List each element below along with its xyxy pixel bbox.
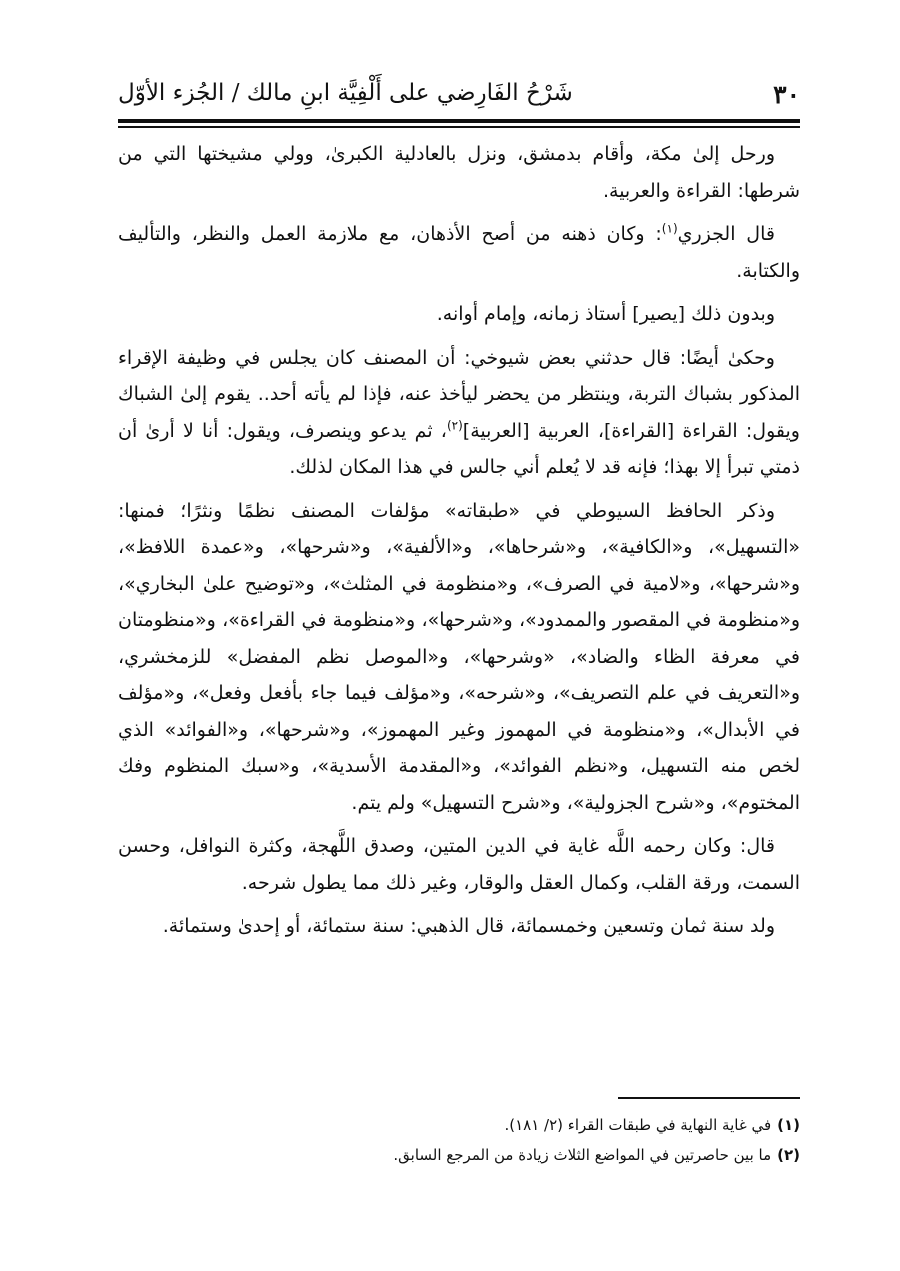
page-number: ٣٠ [773,80,800,109]
paragraph-7: ولد سنة ثمان وتسعين وخمسمائة، قال الذهبي: سنة ستمائة، أو إحدىٰ وستمائة. [162,915,775,937]
paragraph-5: وذكر الحافظ السيوطي في «طبقاته» مؤلفات المصنف نظمًا ونثرًا؛ فمنها: «التسهيل»، و«الكافية»، و«شرحاها»، و«الألفية»، و«شرحها»، و«عمدة اللافظ»، و«شرحها»، و«لامية في الصرف»، و«منظومة في المثلث»، و«توضيح علىٰ البخاري»، و«منظومة في المقصور والممدود»، و«شرحها»، و«منظومة في القراءة»، و«منظومتان في معرفة الظاء والضاد»، «وشرحها»، و«الموصل نظم المفضل» للزمخشري، و«التعريف في علم التصريف»، و«شرحه»، و«مؤلف فيما جاء بأفعل وفعل»، و«مؤلف في الأبدال»، و«منظومة في المهموز وغير المهموز»، و«شرحها»، و«الفوائد» الذي لخص منه التسهيل، و«نظم الفوائد»، و«المقدمة الأسدية»، و«سبك المنظوم وفك المختوم»، و«شرح الجزولية»، و«شرح التسهيل» ولم يتم. [118,499,800,814]
footnote-separator [618,1097,800,1099]
footnote-ref-1[interactable]: (١) [661,221,678,236]
header-rule-thick [118,119,800,123]
paragraph-3: وبدون ذلك [يصير] أستاذ زمانه، وإمام أوانه. [436,303,775,325]
footnote-2 [118,1140,800,1170]
footnote-2-marker: (٢) [777,1146,800,1164]
paragraph-2 [118,216,800,289]
footnote-1-marker: (١) [777,1116,800,1134]
paragraph-2-start: قال الجزري [677,223,775,245]
paragraph-6: قال: وكان رحمه اللَّه غاية في الدين المتين، وصدق اللَّهجة، وكثرة النوافل، وحسن السمت، ورقة القلب، وكمال العقل والوقار، وغير ذلك مما يطول شرحه. [118,835,800,894]
footnote-ref-2[interactable]: (٢) [446,418,463,433]
paragraph-4 [118,340,800,486]
header-rule-thin [118,126,800,128]
main-text [118,136,800,1086]
paragraph-2-end: : وكان ذهنه من أصح الأذهان، مع ملازمة العمل والنظر، والتأليف والكتابة. [118,223,800,282]
page-header [118,76,800,116]
footnote-1 [118,1110,800,1140]
footnote-2-text: ما بين حاصرتين في المواضع الثلاث زيادة من المرجع السابق. [393,1146,772,1164]
footnotes [118,1110,800,1170]
paragraph-4-start: وحكىٰ أيضًا: قال حدثني بعض شيوخي: أن المصنف كان يجلس في وظيفة الإقراء المذكور بشباك التربة، وينتظر من يحضر ليأخذ عنه، فإذا لم يأته أحد.. يقوم إلىٰ الشباك ويقول: القراءة [القراءة]، العربية [العربية] [118,346,800,442]
running-title: شَرْحُ الفَارِضي على أَلْفِيَّة ابنِ مالك / الجُزء الأوّل [118,80,573,106]
paragraph-4-end: ، ثم يدعو وينصرف، ويقول: أنا لا أرىٰ أن ذمتي تبرأ إلا بهذا؛ فإنه قد لا يُعلم أني جالس في هذا المكان لذلك. [118,419,800,478]
footnote-1-text: في غاية النهاية في طبقات القراء (٢/ ١٨١). [504,1116,772,1134]
paragraph-1: ورحل إلىٰ مكة، وأقام بدمشق، ونزل بالعادلية الكبرىٰ، وولي مشيختها التي من شرطها: القراءة والعربية. [118,143,800,202]
